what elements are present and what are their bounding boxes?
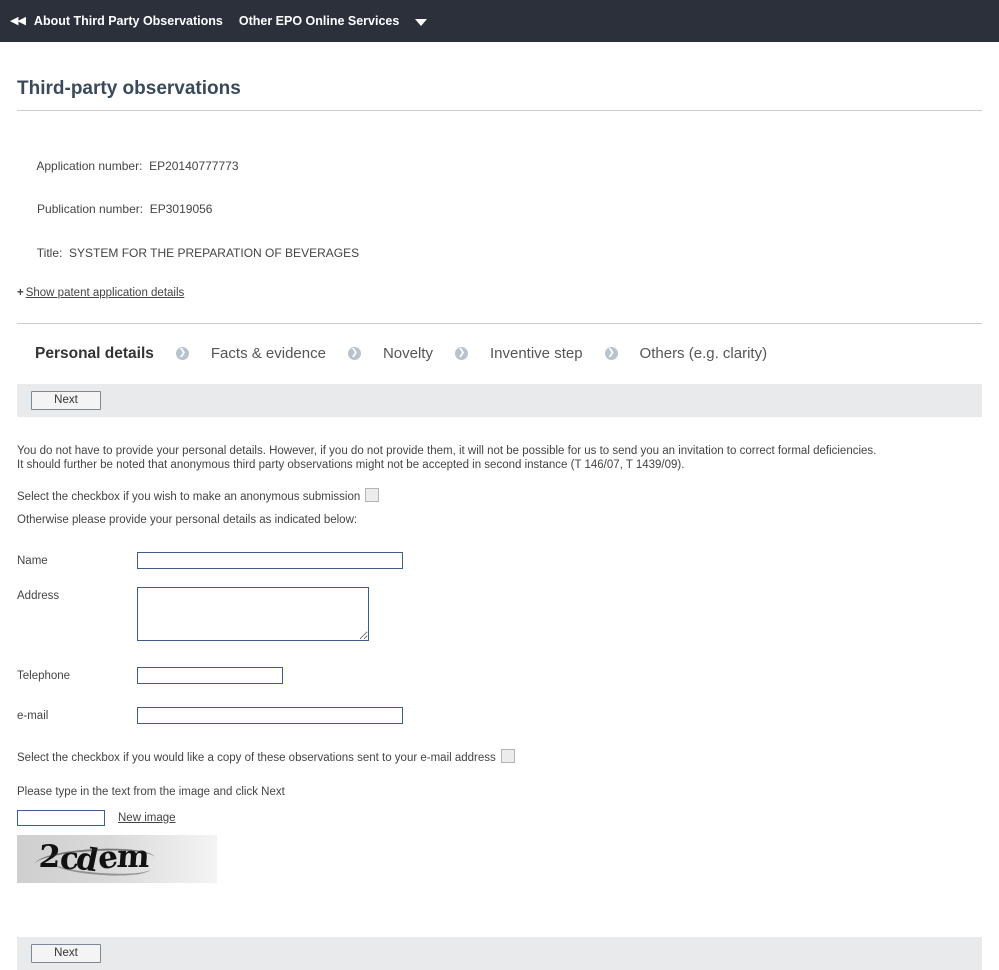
captcha-input-row <box>17 810 982 826</box>
top-action-bar <box>17 384 982 417</box>
email-copy-row <box>17 749 982 764</box>
personal-details-intro-text: You do not have to provide your personal details. However, if you do not provide them, it will not be possible for us to send you an invitation to correct formal deficiencies. It should further be noted that anonymous third party observations might not be accepted in second instance (T 146/07, T 1439/09). <box>17 444 877 471</box>
email-input[interactable] <box>137 707 403 724</box>
application-number-value: EP20140777773 <box>149 158 239 173</box>
step-separator-icon: ❯ <box>455 347 468 360</box>
show-patent-application-details[interactable] <box>17 287 982 299</box>
top-navigation-bar <box>0 0 999 42</box>
nav-item-about-third-party-observations[interactable]: About Third Party Observations <box>33 14 223 28</box>
telephone-row <box>17 667 982 684</box>
step-inventive-step[interactable]: Inventive step <box>489 345 583 362</box>
email-row <box>17 707 982 724</box>
publication-number-row <box>17 188 982 232</box>
email-copy-checkbox[interactable] <box>501 749 515 763</box>
step-others-clarity[interactable]: Others (e.g. clarity) <box>639 345 768 362</box>
anonymous-submission-label: Select the checkbox if you wish to make an anonymous submission <box>17 490 361 503</box>
otherwise-provide-details-label: Otherwise please provide your personal details as indicated below: <box>17 513 358 526</box>
address-label: Address <box>17 589 60 602</box>
patent-title-row <box>17 231 982 275</box>
patent-title-value: SYSTEM FOR THE PREPARATION OF BEVERAGES <box>69 245 360 260</box>
application-number-row <box>17 144 982 188</box>
step-personal-details[interactable]: Personal details <box>35 344 154 362</box>
step-separator-icon: ❯ <box>605 347 618 360</box>
step-navigation <box>17 324 982 384</box>
new-image-link[interactable]: New image <box>118 811 176 824</box>
show-patent-application-details-link[interactable]: Show patent application details <box>25 286 185 299</box>
page-title: Third-party observations <box>17 78 982 111</box>
name-row <box>17 552 982 569</box>
telephone-label: Telephone <box>17 669 71 682</box>
captcha-image-text: 2cdem <box>37 838 150 879</box>
application-info <box>17 144 982 275</box>
application-number-label: Application number: <box>36 158 143 173</box>
back-arrows-icon[interactable]: ◀◀ <box>10 14 25 27</box>
telephone-input[interactable] <box>137 667 283 684</box>
bottom-action-bar <box>17 937 982 970</box>
next-button-bottom[interactable]: Next <box>31 944 101 963</box>
next-button-top[interactable]: Next <box>31 391 101 410</box>
captcha-instruction: Please type in the text from the image and click Next <box>17 785 285 798</box>
email-label: e-mail <box>17 709 49 722</box>
name-input[interactable] <box>137 552 403 569</box>
address-textarea[interactable] <box>137 587 369 641</box>
captcha-input[interactable] <box>17 810 105 826</box>
step-separator-icon: ❯ <box>348 347 361 360</box>
publication-number-label: Publication number: <box>37 202 144 216</box>
patent-title-label: Title: <box>36 245 63 260</box>
publication-number-value: EP3019056 <box>149 202 213 216</box>
step-separator-icon: ❯ <box>176 347 189 360</box>
caret-down-icon[interactable] <box>415 19 427 26</box>
step-facts-and-evidence[interactable]: Facts & evidence <box>210 345 326 362</box>
name-label: Name <box>17 554 48 567</box>
address-row <box>17 587 982 641</box>
captcha-image <box>17 835 217 883</box>
anonymous-submission-checkbox[interactable] <box>365 488 379 502</box>
page-content <box>17 78 982 970</box>
nav-item-other-epo-online-services[interactable]: Other EPO Online Services <box>238 14 400 28</box>
plus-icon: + <box>17 286 24 299</box>
email-copy-label: Select the checkbox if you would like a copy of these observations sent to your e-mail address <box>17 751 496 764</box>
anonymous-submission-row <box>17 488 982 503</box>
step-novelty[interactable]: Novelty <box>382 345 433 362</box>
personal-details-form <box>17 552 982 724</box>
